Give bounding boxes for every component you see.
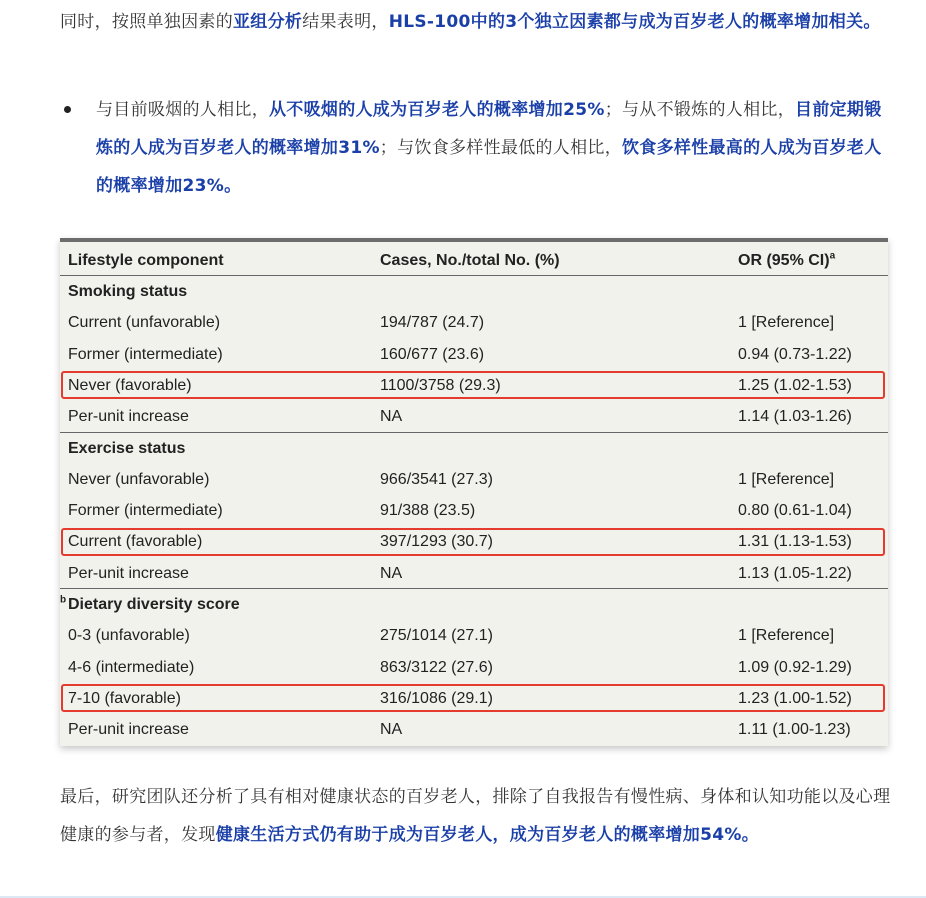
- cell-or: 1.14 (1.03-1.26): [738, 408, 852, 426]
- intro-highlight-factors: HLS-100中的3个独立因素都与成为百岁老人的概率增加相关。: [388, 12, 881, 32]
- table-row: [60, 464, 888, 495]
- bullet-item: [60, 91, 900, 205]
- table-top-rule: [60, 238, 888, 242]
- cell-cases: NA: [380, 721, 403, 739]
- bullet-text-1: 与目前吸烟的人相比，: [96, 100, 269, 120]
- favorable-row-highlight-box: [61, 528, 885, 556]
- table-row: [60, 652, 888, 683]
- cell-component: Current (unfavorable): [68, 314, 221, 332]
- cell-component: Per-unit increase: [68, 408, 189, 426]
- table-row: [60, 401, 888, 432]
- intro-text-2: 结果表明，: [302, 12, 389, 32]
- closing-text: 最后，研究团队还分析了具有相对健康状态的百岁老人，排除了自我报告有慢性病、身体和认知功能以及心理健康的参与者，发现: [60, 787, 891, 845]
- cell-or: 1.09 (0.92-1.29): [738, 658, 852, 676]
- cell-cases: 863/3122 (27.6): [380, 658, 493, 676]
- cell-cases: 160/677 (23.6): [380, 345, 485, 363]
- cell-cases: 966/3541 (27.3): [380, 470, 493, 488]
- section-title: Exercise status: [68, 439, 186, 457]
- cell-or: 1.13 (1.05-1.22): [738, 564, 852, 582]
- table-header-row: [60, 245, 888, 276]
- header-lifestyle-component: Lifestyle component: [68, 252, 224, 269]
- cell-component: Per-unit increase: [68, 564, 189, 582]
- cell-cases: 275/1014 (27.1): [380, 627, 493, 645]
- cell-or: 1.25 (1.02-1.53): [738, 376, 852, 394]
- section-title-row: [60, 433, 888, 464]
- intro-highlight-subgroup: 亚组分析: [233, 12, 303, 32]
- cell-or: 1.23 (1.00-1.52): [738, 689, 852, 707]
- cell-or: 1.11 (1.00-1.23): [738, 721, 851, 739]
- cell-or: 1 [Reference]: [738, 627, 835, 645]
- bullet-dot: [64, 106, 71, 113]
- header-or: OR (95% CI)$^a$: [738, 250, 836, 269]
- bullet-highlight-smoking: 从不吸烟的人成为百岁老人的概率增加25%: [269, 100, 605, 120]
- table-row: [60, 558, 888, 589]
- section-title-row: [60, 589, 888, 620]
- favorable-row-highlight-box: [61, 684, 885, 712]
- header-cases: Cases, No./total No. (%): [380, 252, 560, 269]
- cell-cases: 194/787 (24.7): [380, 314, 485, 332]
- cell-or: 0.94 (0.73-1.22): [738, 345, 852, 363]
- bullet-text: [96, 91, 891, 205]
- section-title-row: [60, 276, 888, 307]
- cell-or: 1 [Reference]: [738, 314, 835, 332]
- cell-cases: NA: [380, 564, 403, 582]
- section-title-footnote: b: [60, 594, 67, 606]
- closing-highlight: 健康生活方式仍有助于成为百岁老人，成为百岁老人的概率增加54%。: [215, 825, 759, 845]
- closing-paragraph: [60, 778, 900, 854]
- cell-component: Never (favorable): [68, 376, 192, 394]
- cell-cases: 1100/3758 (29.3): [380, 376, 501, 394]
- cell-or: 1 [Reference]: [738, 470, 835, 488]
- cell-component: Per-unit increase: [68, 721, 189, 739]
- table-row: [60, 495, 888, 526]
- section-title: Smoking status: [68, 283, 188, 300]
- intro-text: 同时，按照单独因素的: [60, 12, 233, 32]
- bullet-highlight-diet: 饮食多样性最高的人成为百岁老人的概率增加23%。: [96, 138, 882, 196]
- favorable-row-highlight-box: [61, 371, 885, 399]
- cell-or: 1.31 (1.13-1.53): [738, 533, 852, 551]
- bullet-text-2: ；与从不锻炼的人相比，: [604, 100, 796, 120]
- cell-cases: NA: [380, 408, 403, 426]
- cell-component: Current (favorable): [68, 533, 203, 551]
- lifestyle-table: [60, 238, 888, 746]
- cell-cases: 316/1086 (29.1): [380, 689, 493, 707]
- intro-paragraph: [60, 3, 900, 41]
- section-title: Dietary diversity score: [68, 596, 240, 613]
- cell-component: Former (intermediate): [68, 345, 223, 363]
- table-row: [60, 714, 888, 745]
- cell-component: Former (intermediate): [68, 502, 223, 520]
- table-row: [60, 339, 888, 370]
- bullet-highlight-exercise: 目前定期锻炼的人成为百岁老人的概率增加31%: [96, 100, 882, 158]
- bullet-text-3: ；与饮食多样性最低的人相比，: [379, 138, 622, 158]
- cell-cases: 397/1293 (30.7): [380, 533, 493, 551]
- cell-component: 4-6 (intermediate): [68, 658, 195, 676]
- table-row: [60, 307, 888, 338]
- table-row: [60, 620, 888, 651]
- cell-component: 7-10 (favorable): [68, 689, 181, 707]
- cell-or: 0.80 (0.61-1.04): [738, 502, 852, 520]
- cell-component: 0-3 (unfavorable): [68, 627, 190, 645]
- cell-component: Never (unfavorable): [68, 470, 210, 488]
- cell-cases: 91/388 (23.5): [380, 502, 476, 520]
